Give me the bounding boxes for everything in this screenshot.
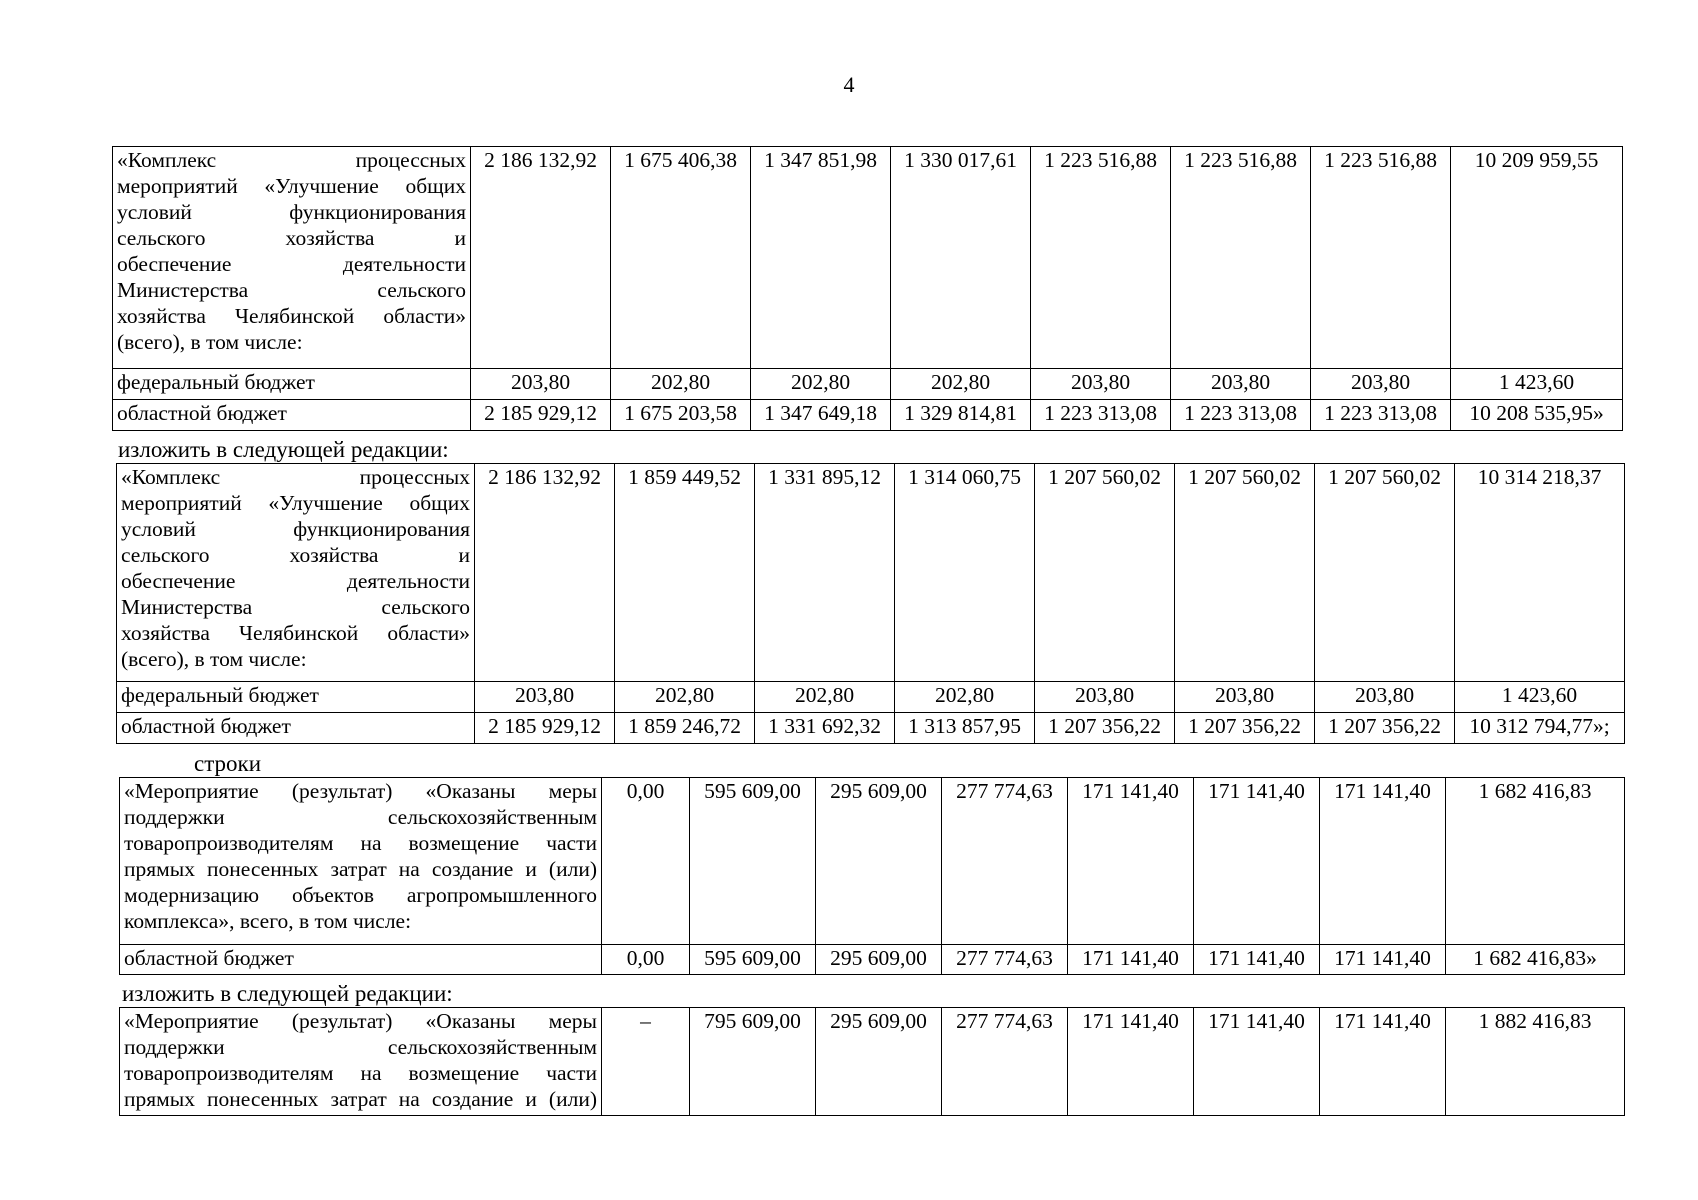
value-cell: 2 186 132,92 [475,464,615,682]
desc-line: «Комплекс процессных [121,465,470,489]
table-row [120,1008,1625,1116]
desc-line: (всего), в том числе: [121,647,307,671]
value-cell: 2 185 929,12 [471,400,611,431]
value-cell: 1 223 516,88 [1171,147,1311,369]
value-cell: 171 141,40 [1068,945,1194,975]
regional-budget-label: областной бюджет [113,400,471,431]
desc-line: (всего), в том числе: [117,330,303,354]
value-cell: 1 329 814,81 [891,400,1031,431]
table-row [117,713,1625,744]
value-cell: 203,80 [1031,369,1171,400]
total-cell: 1 882 416,83 [1446,1008,1625,1116]
desc-line: хозяйства Челябинской области» [121,621,470,645]
total-cell: 1 682 416,83 [1446,778,1625,945]
total-cell: 10 312 794,77»; [1455,713,1625,744]
value-cell: 1 675 406,38 [611,147,751,369]
value-cell: 171 141,40 [1320,945,1446,975]
budget-table-old [112,146,1623,431]
value-cell: 1 314 060,75 [895,464,1035,682]
table-row [117,464,1625,682]
value-cell: 595 609,00 [690,945,816,975]
value-cell: 295 609,00 [816,945,942,975]
value-cell: 171 141,40 [1194,778,1320,945]
value-cell: 1 859 246,72 [615,713,755,744]
value-cell: 171 141,40 [1320,1008,1446,1116]
value-cell: 1 223 516,88 [1031,147,1171,369]
value-cell: 1 313 857,95 [895,713,1035,744]
row-description [113,147,471,369]
value-cell: 795 609,00 [690,1008,816,1116]
table-row [120,945,1625,975]
value-cell: 1 331 692,32 [755,713,895,744]
value-cell: 1 331 895,12 [755,464,895,682]
amendment-instruction: изложить в следующей редакции: [118,437,449,462]
desc-line: поддержки сельскохозяйственным [124,1035,597,1059]
total-cell: 1 423,60 [1451,369,1623,400]
desc-line: комплекса», всего, в том числе: [124,909,412,933]
value-cell: 171 141,40 [1068,778,1194,945]
value-cell: 171 141,40 [1320,778,1446,945]
value-cell: 203,80 [1035,682,1175,713]
desc-line: условий функционирования [117,200,466,224]
total-cell: 1 423,60 [1455,682,1625,713]
desc-line: Министерства сельского [117,278,466,302]
desc-line: Министерства сельского [121,595,470,619]
value-cell: – [602,1008,690,1116]
value-cell: 203,80 [471,369,611,400]
federal-budget-label: федеральный бюджет [113,369,471,400]
desc-line: прямых понесенных затрат на создание и (или) [124,857,597,881]
value-cell: 203,80 [475,682,615,713]
total-cell: 10 209 959,55 [1451,147,1623,369]
value-cell: 202,80 [611,369,751,400]
value-cell: 203,80 [1315,682,1455,713]
desc-line: хозяйства Челябинской области» [117,304,466,328]
value-cell: 2 185 929,12 [475,713,615,744]
desc-line: товаропроизводителям на возмещение части [124,831,597,855]
value-cell: 202,80 [615,682,755,713]
row-description [117,464,475,682]
value-cell: 1 330 017,61 [891,147,1031,369]
value-cell: 1 223 313,08 [1171,400,1311,431]
value-cell: 202,80 [891,369,1031,400]
value-cell: 202,80 [751,369,891,400]
desc-line: модернизацию объектов агропромышленного [124,883,597,907]
total-cell: 10 208 535,95» [1451,400,1623,431]
table-row [113,147,1623,369]
value-cell: 1 675 203,58 [611,400,751,431]
federal-budget-label: федеральный бюджет [117,682,475,713]
value-cell: 171 141,40 [1194,945,1320,975]
row-description [120,1008,602,1116]
value-cell: 171 141,40 [1194,1008,1320,1116]
value-cell: 595 609,00 [690,778,816,945]
value-cell: 295 609,00 [816,778,942,945]
value-cell: 1 207 356,22 [1315,713,1455,744]
value-cell: 1 223 313,08 [1031,400,1171,431]
value-cell: 1 223 516,88 [1311,147,1451,369]
value-cell: 1 223 313,08 [1311,400,1451,431]
desc-line: «Комплекс процессных [117,148,466,172]
value-cell: 203,80 [1311,369,1451,400]
desc-line: мероприятий «Улучшение общих [121,491,470,515]
desc-line: обеспечение деятельности [121,569,470,593]
value-cell: 0,00 [602,945,690,975]
budget-table-new [116,463,1625,744]
amendment-instruction: изложить в следующей редакции: [122,981,453,1006]
table-row [113,400,1623,431]
table-row [117,682,1625,713]
value-cell: 1 207 560,02 [1175,464,1315,682]
desc-line: прямых понесенных затрат на создание и (или) [124,1087,597,1111]
regional-budget-label: областной бюджет [117,713,475,744]
row-description [120,778,602,945]
measure-table-new [119,1007,1625,1116]
regional-budget-label: областной бюджет [120,945,602,975]
value-cell: 277 774,63 [942,945,1068,975]
value-cell: 202,80 [895,682,1035,713]
total-cell: 10 314 218,37 [1455,464,1625,682]
value-cell: 295 609,00 [816,1008,942,1116]
page-number: 4 [843,72,855,97]
value-cell: 1 347 649,18 [751,400,891,431]
value-cell: 1 859 449,52 [615,464,755,682]
value-cell: 1 207 560,02 [1315,464,1455,682]
desc-line: поддержки сельскохозяйственным [124,805,597,829]
value-cell: 1 207 356,22 [1175,713,1315,744]
table-row [120,778,1625,945]
desc-line: «Мероприятие (результат) «Оказаны меры [124,1009,597,1033]
measure-table-old [119,777,1625,975]
value-cell: 1 207 560,02 [1035,464,1175,682]
value-cell: 202,80 [755,682,895,713]
desc-line: условий функционирования [121,517,470,541]
total-cell: 1 682 416,83» [1446,945,1625,975]
desc-line: сельского хозяйства и [117,226,466,250]
desc-line: обеспечение деятельности [117,252,466,276]
value-cell: 203,80 [1175,682,1315,713]
value-cell: 277 774,63 [942,1008,1068,1116]
desc-line: «Мероприятие (результат) «Оказаны меры [124,779,597,803]
table-row [113,369,1623,400]
value-cell: 203,80 [1171,369,1311,400]
value-cell: 1 347 851,98 [751,147,891,369]
value-cell: 0,00 [602,778,690,945]
desc-line: товаропроизводителям на возмещение части [124,1061,597,1085]
value-cell: 1 207 356,22 [1035,713,1175,744]
value-cell: 277 774,63 [942,778,1068,945]
desc-line: сельского хозяйства и [121,543,470,567]
desc-line: мероприятий «Улучшение общих [117,174,466,198]
value-cell: 2 186 132,92 [471,147,611,369]
value-cell: 171 141,40 [1068,1008,1194,1116]
rows-label: строки [194,751,262,776]
